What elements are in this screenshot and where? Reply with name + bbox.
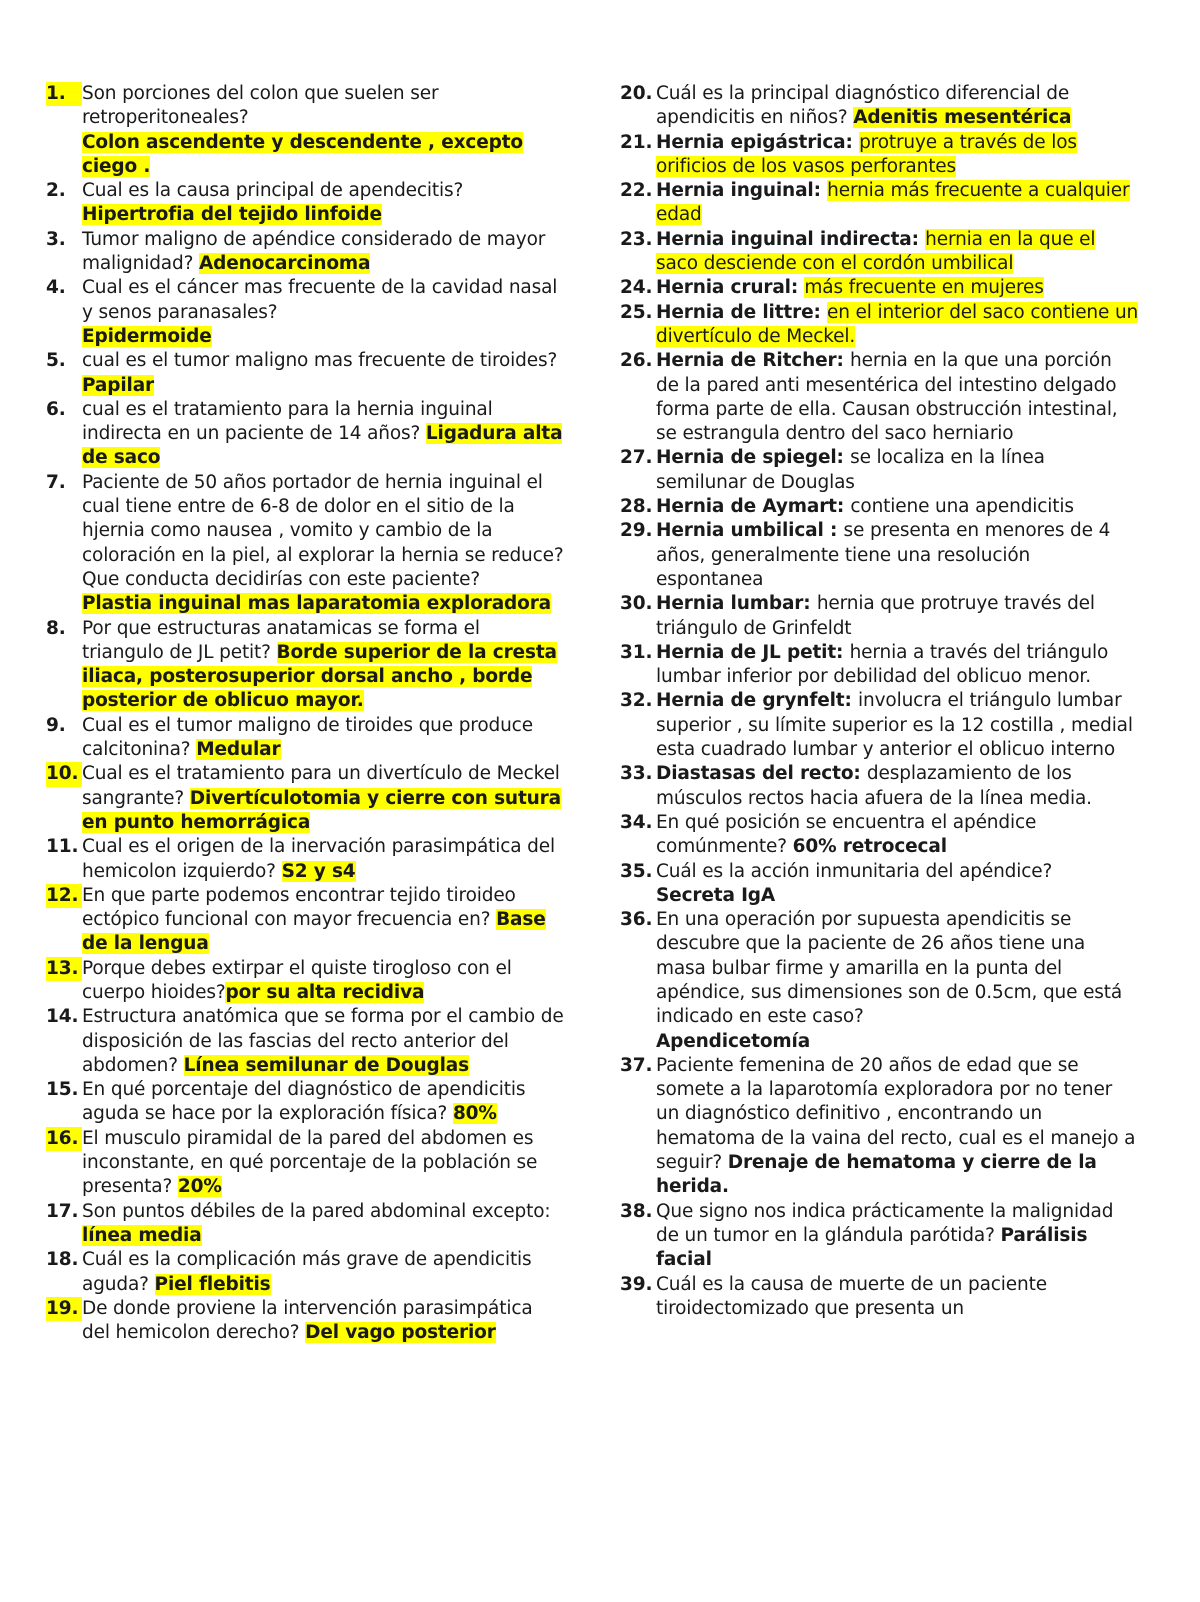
question-item (46, 714, 566, 763)
question-prompt: Hernia epigástrica: (656, 131, 860, 153)
question-prompt: Hernia de littre: (656, 301, 827, 323)
question-item (46, 1200, 566, 1249)
question-item (620, 592, 1140, 641)
question-prompt: Cuál es la causa de muerte de un paciente tiroidectomizado que presenta un (656, 1273, 1047, 1319)
question-prompt: Tumor maligno de apéndice considerado de mayor malignidad? (82, 228, 546, 275)
question-text (656, 689, 1140, 762)
highlighted-answer: Línea semilunar de Douglas (183, 1054, 469, 1076)
question-item (46, 228, 566, 277)
question-number: 3. (46, 228, 66, 250)
question-prompt: Hernia de Ritcher: (656, 350, 851, 372)
question-number: 25. (620, 301, 653, 323)
question-prompt: Hernia lumbar: (656, 593, 817, 615)
question-number: 22. (620, 180, 653, 202)
question-text (656, 762, 1140, 811)
highlighted-answer: por su alta recidiva (225, 981, 425, 1003)
question-text (82, 1005, 566, 1078)
question-item (46, 349, 566, 398)
left-column (46, 82, 566, 1345)
question-text (82, 349, 566, 398)
question-item (46, 617, 566, 714)
question-item (620, 1054, 1140, 1200)
question-number: 30. (620, 593, 653, 615)
question-text (82, 617, 566, 714)
right-column (620, 82, 1140, 1321)
question-number: 9. (46, 714, 66, 736)
question-text (656, 1054, 1140, 1200)
question-number: 38. (620, 1200, 653, 1222)
question-number: 18. (46, 1249, 79, 1271)
highlighted-answer: Divertículotomia y cierre con sutura en punto hemorrágica (82, 787, 561, 833)
question-prompt: Paciente de 50 años portador de hernia inguinal el cual tiene entre de 6-8 de dolor en el sitio de la hjernia como nausea , vomito y cambio de la coloración en la piel, al explorar la hernia se reduce? Que conducta decidirías con este paciente? (82, 471, 564, 590)
question-item (620, 689, 1140, 762)
question-prompt: Son porciones del colon que suelen ser retroperitoneales? (82, 83, 439, 129)
question-prompt: Hernia inguinal: (656, 180, 828, 202)
question-prompt: En que parte podemos encontrar tejido tiroideo ectópico funcional con mayor frecuencia en? (82, 884, 516, 931)
question-item (46, 398, 566, 471)
question-number: 34. (620, 811, 653, 833)
highlighted-answer: línea media (82, 1224, 202, 1246)
answer-text: contiene una apendicitis (850, 496, 1074, 518)
question-number: 6. (46, 398, 66, 420)
question-prompt: Hernia de Aymart: (656, 496, 851, 518)
answer-text: hernia que protruye través del triángulo de Grinfeldt (656, 593, 1095, 639)
question-prompt: Cual es el origen de la inervación parasimpática del hemicolon izquierdo? (82, 836, 555, 882)
question-number: 1. (46, 82, 82, 106)
question-prompt: En una operación por supuesta apendicitis se descubre que la paciente de 26 años tiene una masa bulbar firme y amarilla en la punta del apéndice, sus dimensiones son de 0.5cm, que está indicado en este caso? (656, 909, 1123, 1028)
question-item (620, 1200, 1140, 1273)
question-prompt: cual es el tratamiento para la hernia inguinal indirecta en un paciente de 14 años? (82, 398, 493, 445)
question-number: 29. (620, 520, 653, 542)
question-text (656, 446, 1140, 495)
highlighted-answer: Papilar (82, 374, 155, 396)
question-prompt: Hernia de grynfelt: (656, 690, 859, 712)
question-number: 5. (46, 350, 66, 372)
question-number: 35. (620, 860, 653, 882)
question-number: 21. (620, 131, 653, 153)
question-item (620, 179, 1140, 228)
question-item (620, 349, 1140, 446)
question-item (46, 471, 566, 617)
question-number: 20. (620, 83, 653, 104)
question-prompt: Paciente femenina de 20 años de edad que se somete a la laparotomía exploradora por no tener un diagnóstico definitivo , encontrando un hematoma de la vaina del recto, cual es el manejo a seguir? (656, 1054, 1136, 1174)
question-item (620, 276, 1140, 300)
question-number: 26. (620, 350, 653, 372)
highlighted-answer: Epidermoide (82, 325, 212, 347)
question-text (656, 276, 1140, 300)
highlighted-answer: Adenocarcinoma (198, 253, 371, 275)
question-prompt: cual es el tumor maligno mas frecuente de tiroides? (82, 350, 558, 372)
question-item (46, 1078, 566, 1127)
question-prompt: Diastasas del recto: (656, 763, 867, 785)
answer-text: hernia en la que una porción de la pared anti mesentérica del intestino delgado forma parte de ella. Causan obstrucción intestinal, se estrangula dentro del saco herniario (656, 350, 1118, 445)
question-number: 12. (46, 884, 82, 908)
question-prompt: Cual es el cáncer mas frecuente de la cavidad nasal y senos paranasales? (82, 277, 558, 323)
question-text (82, 1127, 566, 1200)
question-text (82, 1297, 566, 1346)
answer-text: desplazamiento de los músculos rectos hacia afuera de la línea media. (656, 763, 1092, 809)
question-number: 17. (46, 1200, 79, 1222)
question-item (620, 860, 1140, 909)
highlighted-answer: Plastia inguinal mas laparatomia exploradora (82, 593, 552, 615)
question-item (46, 276, 566, 349)
question-text (82, 835, 566, 884)
question-prompt: De donde proviene la intervención parasimpática del hemicolon derecho? (82, 1297, 533, 1344)
question-item (46, 82, 566, 179)
question-item (620, 1273, 1140, 1322)
question-number: 37. (620, 1054, 653, 1076)
highlighted-answer: más frecuente en mujeres (804, 277, 1044, 299)
highlighted-answer: Borde superior de la cresta iliaca, posterosuperior dorsal ancho , borde posterior de oblicuo mayor. (82, 641, 557, 712)
question-prompt: Cual es el tumor maligno de tiroides que produce calcitonina? (82, 714, 533, 761)
highlighted-answer: Hipertrofia del tejido linfoide (82, 204, 382, 226)
question-text (656, 908, 1140, 1054)
question-number: 16. (46, 1127, 82, 1151)
question-text (656, 228, 1140, 277)
question-item (46, 835, 566, 884)
question-prompt: Porque debes extirpar el quiste tirogloso con el cuerpo hioides? (82, 957, 512, 1003)
question-item (620, 762, 1140, 811)
highlighted-answer: en el interior del saco contiene un divertículo de Meckel. (656, 301, 1139, 347)
question-item (46, 884, 566, 957)
question-number: 4. (46, 277, 66, 299)
question-prompt: El musculo piramidal de la pared del abdomen es inconstante, en qué porcentaje de la población se presenta? (82, 1127, 538, 1198)
highlighted-answer: hernia más frecuente a cualquier edad (656, 180, 1130, 226)
highlighted-answer: Del vago posterior (305, 1322, 496, 1344)
answer-text: Parálisis facial (656, 1224, 1088, 1271)
highlighted-answer: Ligadura alta de saco (82, 423, 563, 469)
question-prompt: Por que estructuras anatamicas se forma el triangulo de JL petit? (82, 617, 480, 663)
question-prompt: Cuál es la principal diagnóstico diferencial de apendicitis en niños? (656, 83, 1070, 129)
question-text (656, 641, 1140, 690)
highlighted-answer: 80% (452, 1103, 497, 1125)
highlighted-answer: Medular (196, 739, 281, 761)
answer-text: Apendicetomía (656, 1030, 811, 1052)
question-prompt: Hernia de spiegel: (656, 447, 851, 469)
question-number: 13. (46, 957, 82, 981)
question-prompt: En qué posición se encuentra el apéndice comúnmente? (656, 811, 1037, 858)
question-number: 36. (620, 909, 653, 931)
highlighted-answer: Colon ascendente y descendente , excepto ciego . (82, 131, 523, 177)
highlighted-answer: protruye a través de los orificios de los vasos perforantes (656, 131, 1077, 177)
question-prompt: Hernia de JL petit: (656, 641, 850, 663)
answer-text: se presenta en menores de 4 años, generalmente tiene una resolución espontanea (656, 520, 1111, 590)
question-number: 39. (620, 1273, 653, 1295)
answer-text: involucra el triángulo lumbar superior , su límite superior es la 12 costilla , medial esta cuadrado lumbar y anterior el oblicuo interno (656, 690, 1133, 761)
highlighted-answer: Adenitis mesentérica (853, 107, 1072, 129)
highlighted-answer: hernia en la que el saco desciende con el cordón umbilical (656, 228, 1096, 275)
question-text (82, 276, 566, 349)
question-text (656, 82, 1140, 131)
highlighted-answer: S2 y s4 (281, 860, 356, 882)
question-item (620, 908, 1140, 1054)
highlighted-answer: 20% (177, 1176, 222, 1198)
question-text (82, 1248, 566, 1297)
question-number: 7. (46, 471, 66, 493)
question-text (82, 1200, 566, 1249)
question-number: 19. (46, 1297, 82, 1321)
question-prompt: Hernia inguinal indirecta: (656, 228, 926, 250)
question-prompt: Hernia crural: (656, 277, 805, 299)
question-prompt: Cuál es la complicación más grave de apendicitis aguda? (82, 1249, 532, 1295)
question-text (82, 398, 566, 471)
question-text (82, 471, 566, 617)
question-text (656, 1273, 1140, 1322)
question-text (82, 82, 566, 179)
question-prompt: Cual es el tratamiento para un divertículo de Meckel sangrante? (82, 763, 560, 809)
question-text (656, 301, 1140, 350)
question-text (656, 811, 1140, 860)
question-prompt: Hernia umbilical : (656, 520, 844, 542)
question-number: 2. (46, 180, 66, 202)
question-prompt: Estructura anatómica que se forma por el cambio de disposición de las fascias del recto anterior del abdomen? (82, 1006, 564, 1076)
question-number: 15. (46, 1079, 79, 1101)
question-text (82, 762, 566, 835)
answer-text: 60% retrocecal (792, 836, 947, 858)
question-prompt: Cual es la causa principal de apendecitis? (82, 180, 464, 202)
question-item (620, 519, 1140, 592)
question-item (620, 811, 1140, 860)
question-text (82, 714, 566, 763)
question-text (656, 349, 1140, 446)
question-item (620, 641, 1140, 690)
question-number: 23. (620, 228, 653, 250)
highlighted-answer: Base de la lengua (82, 909, 546, 955)
question-item (620, 228, 1140, 277)
question-item (46, 179, 566, 228)
answer-text: se localiza en la línea semilunar de Douglas (656, 447, 1045, 493)
question-text (656, 131, 1140, 180)
question-item (46, 957, 566, 1006)
answer-text: hernia a través del triángulo lumbar inferior por debilidad del oblicuo menor. (656, 641, 1109, 688)
question-text (656, 519, 1140, 592)
question-text (82, 228, 566, 277)
question-number: 8. (46, 617, 66, 639)
question-text (656, 179, 1140, 228)
question-number: 27. (620, 447, 653, 469)
question-number: 14. (46, 1006, 79, 1028)
question-text (656, 1200, 1140, 1273)
question-item (46, 1297, 566, 1346)
question-number: 32. (620, 690, 653, 712)
question-number: 24. (620, 277, 653, 299)
question-number: 33. (620, 763, 653, 785)
question-prompt: Que signo nos indica prácticamente la malignidad de un tumor en la glándula parótida? (656, 1200, 1114, 1246)
question-text (82, 957, 566, 1006)
question-text (656, 860, 1140, 909)
question-text (656, 495, 1140, 519)
highlighted-answer: Piel flebitis (154, 1273, 271, 1295)
question-prompt: En qué porcentaje del diagnóstico de apendicitis aguda se hace por la exploración física? (82, 1079, 526, 1125)
question-item (46, 1005, 566, 1078)
question-prompt: Son puntos débiles de la pared abdominal excepto: (82, 1200, 551, 1222)
question-item (46, 762, 566, 835)
question-prompt: Cuál es la acción inmunitaria del apéndice? (656, 860, 1053, 882)
question-item (46, 1248, 566, 1297)
question-item (620, 495, 1140, 519)
question-text (82, 884, 566, 957)
question-item (620, 301, 1140, 350)
question-text (82, 179, 566, 228)
question-number: 28. (620, 496, 653, 518)
answer-text: Secreta IgA (656, 884, 776, 906)
question-item (46, 1127, 566, 1200)
question-text (656, 592, 1140, 641)
question-item (620, 446, 1140, 495)
question-item (620, 131, 1140, 180)
question-text (82, 1078, 566, 1127)
answer-text: Drenaje de hematoma y cierre de la herida. (656, 1152, 1097, 1198)
question-item (620, 82, 1140, 131)
question-number: 10. (46, 762, 82, 786)
question-number: 31. (620, 641, 653, 663)
question-number: 11. (46, 836, 79, 858)
